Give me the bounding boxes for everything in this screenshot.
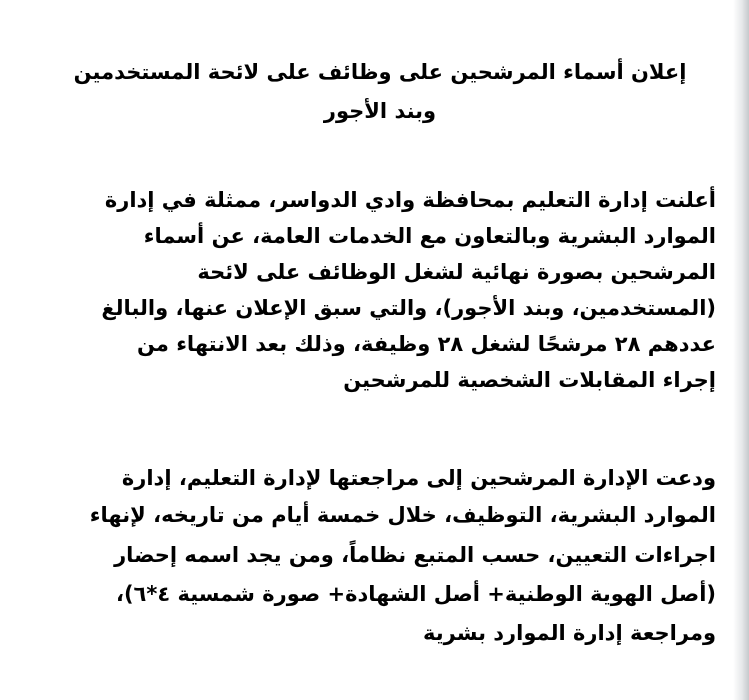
- paragraph-2-line-4: (أصل الهوية الوطنية+ أصل الشهادة+ صورة شمسية ٤*٦)،: [115, 582, 716, 606]
- paragraph-2-line-5: ومراجعة إدارة الموارد بشرية: [423, 621, 716, 645]
- paragraph-1-line-6: إجراء المقابلات الشخصية للمرشحين: [343, 368, 716, 392]
- page-edge-shadow: [733, 0, 749, 700]
- paragraph-1-line-3: المرشحين بصورة نهائية لشغل الوظائف على لائحة: [197, 260, 716, 284]
- paragraph-2-line-3: اجراءات التعيين، حسب المتبع نظاماً، ومن يجد اسمه إحضار: [114, 543, 716, 567]
- paragraph-1-line-5: عددهم ٢٨ مرشحًا لشغل ٢٨ وظيفة، وذلك بعد الانتهاء من: [136, 332, 716, 356]
- announcement-title-line-2: وبند الأجور: [323, 99, 437, 123]
- paragraph-2-line-1: ودعت الإدارة المرشحين إلى مراجعتها لإدارة التعليم، إدارة: [121, 466, 716, 490]
- paragraph-2-line-2: الموارد البشرية، التوظيف، خلال خمسة أيام من تاريخه، لإنهاء: [89, 503, 716, 527]
- paragraph-1-line-2: الموارد البشرية وبالتعاون مع الخدمات العامة، عن أسماء: [143, 224, 716, 248]
- paragraph-1-line-1: أعلنت إدارة التعليم بمحافظة وادي الدواسر، ممثلة في إدارة: [104, 188, 716, 212]
- announcement-title-line-1: إعلان أسماء المرشحين على وظائف على لائحة المستخدمين: [73, 60, 687, 84]
- paragraph-1-line-4: (المستخدمين، وبند الأجور)، والتي سبق الإعلان عنها، والبالغ: [101, 296, 716, 320]
